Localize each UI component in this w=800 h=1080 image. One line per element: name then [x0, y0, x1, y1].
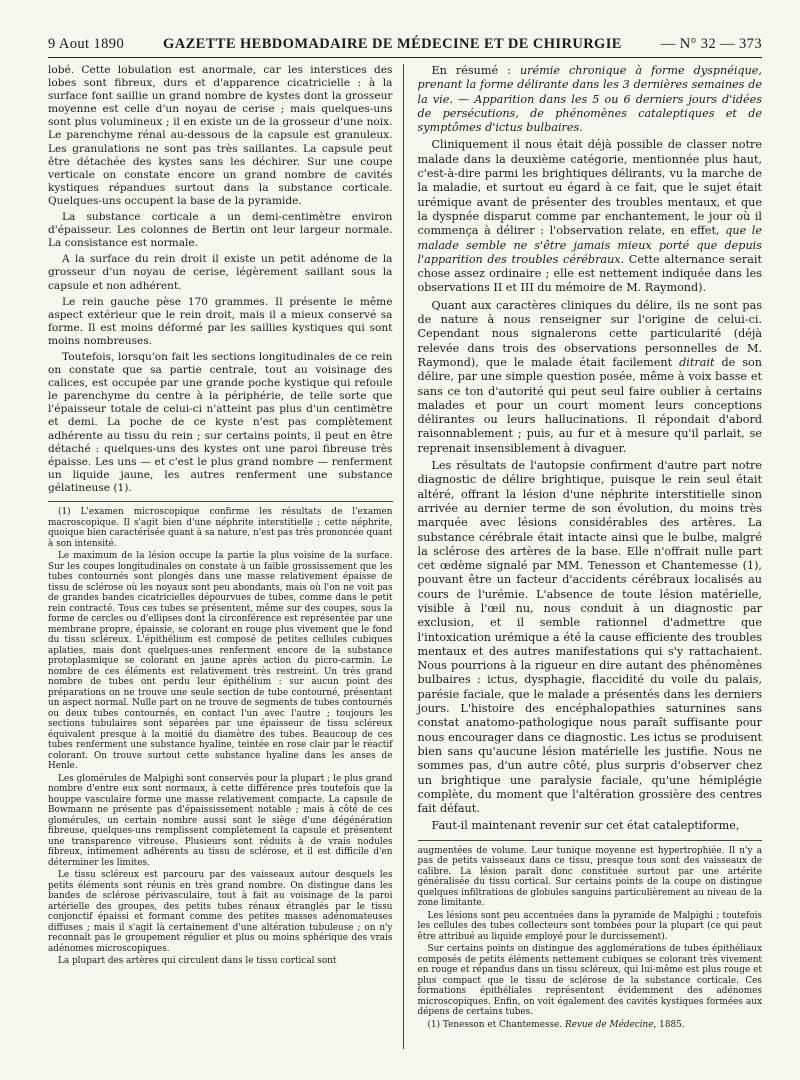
footnote: (1) L'examen microscopique confirme les résultats de l'examen macroscopique. Il s'agit bien d'une néphrite interstitielle ; cette néphrite, quoique bien caractérisée quant à sa nature, n'est pas très prononcée quant à son intensité. [48, 507, 393, 549]
paragraph [418, 138, 763, 295]
footnote: Le maximum de la lésion occupe la partie la plus voisine de la surface. Sur les coupes longitudinales on constate à un faible grossissement que les tubes contournés sont plongés dans une masse relativement épaisse de tissu de sclérose où les noyaux sont peu abondants, mais où l'on ne voit pas de grandes bandes cicatricielles dépourvues de tubes, comme dans le petit rein contracté. Tous ces tubes se présentent, même sur des coupes, sous la forme de cercles ou d'ellipses dont la circonférence est représentée par une membrane propre, épaissie, se colorant en rouge plus vivement que le fond du tissu scléreux. L'épithélium est composé de petites cellules cubiques aplaties, mais dont quelques-unes renferment encore de la substance protoplasmique se colorant en jaune après action du picro-carmin. Le nombre de ces éléments est relativement très restreint. Un très grand nombre de tubes ont perdu leur épithélium : sur aucun point des préparations on ne trouve une seule section de tube contourné, présentant un aspect normal. Nulle part on ne trouve de segments de tubes contournés ou deux tubes contournés, en contact l'un avec l'autre ; toujours les sections tubulaires sont séparées par une épaisseur de tissu scléreux équivalent presque à la moitié du diamètre des tubes. Beaucoup de ces tubes renferment une substance hyaline, teintée en rose clair par le réactif colorant. On trouve surtout cette substance hyaline dans les anses de Henle. [48, 551, 393, 771]
text-columns [48, 64, 762, 1049]
text-run: Quant aux caractères cliniques du délire, ils ne sont pas de nature à nous renseigner sur l'origine de celui-ci. Cependant nous signalerons cette particularité (déjà relevée dans trois des observations personnelles de M. Raymond), que le malade était facilement [417, 298, 762, 369]
right-column [416, 64, 763, 1049]
running-header [48, 36, 762, 58]
footnote: Les lésions sont peu accentuées dans la pyramide de Malpighi ; toutefois les cellules des tubes collecteurs sont tombées pour la plupart (ce qui peut être attribué au liquide employé pour le durcissement). [417, 910, 762, 942]
header-date: 9 Aout 1890 [48, 36, 125, 52]
paragraph: La substance corticale a un demi-centimètre environ d'épaisseur. Les colonnes de Bertin ont leur largeur normale. La consistance est normale. [48, 211, 393, 250]
footnote: La plupart des artères qui circulent dans le tissu cortical sont [58, 956, 337, 966]
footnote: Les glomérules de Malpighi sont conservés pour la plupart ; le plus grand nombre d'entre eux sont normaux, à cette différence près toutefois que la houppe vasculaire forme une masse relativement compacte. La capsule de Bowmann ne présente pas d'épaississement notable ; mais à côté de ces glomérules, un certain nombre aussi sont le siège d'une dégénération fibreuse, quelques-uns remplissent complètement la capsule et présentent une transparence vitreuse. Plusieurs sont réduits à de vrais nodules fibreux, intimement adhérents au tissu de sclérose, et il est difficile d'en déterminer les limites. [48, 773, 393, 868]
reference-footnote [418, 1020, 763, 1031]
summary-lead: En résumé : [431, 64, 520, 77]
paragraph: lobé. Cette lobulation est anormale, car les interstices des lobes sont fibreux, durs et d'apparence cicatricielle : à la surface font saillie un grand nombre de kystes dont la grosseur moyenne est celle d'un noyau de cerise ; mais quelques-uns sont plus volumineux ; il en existe un de la grosseur d'une noix. Le parenchyme rénal au-dessous de la capsule est granuleux. Les granulations ne sont pas très saillantes. La capsule peut être détachée des kystes sans les déchirer. Sur une coupe verticale on constate encore un grand nombre de cavités kystiques répandues surtout dans la substance corticale. Quelques-uns occupent la base de la pyramide. [48, 64, 393, 207]
italic-run: que le malade semble ne s'être jamais mieux porté que depuis l'apparition des troubles cérébraux. [417, 224, 762, 266]
footnote: augmentées de volume. Leur tunique moyenne est hypertrophiée. Il n'y a pas de petits vaisseaux dans ce tissu, presque tous sont des vaisseaux de calibre. La lésion paraît donc constituée surtout par une artérite généralisée du tissu cortical. Sur certains points de la coupe on distingue quelques infiltrations de globules sanguins particulièrement au niveau de la zone limitante. [417, 845, 762, 909]
header-title: GAZETTE HEBDOMADAIRE DE MÉDECINE ET DE CHIRURGIE [163, 36, 622, 52]
footnote-rule [48, 501, 393, 502]
paragraph: Toutefois, lorsqu'on fait les sections longitudinales de ce rein on constate que sa partie centrale, tout au voisinage des calices, est occupée par une grande poche kystique qui refoule le parenchyme du centre à la périphérie, de telle sorte que l'épaisseur totale de celui-ci n'atteint pas plus d'un centimètre et demi. La poche de ce kyste n'est pas complètement adhérente au tissu du rein ; sur certains points, il peut en être détaché : quelques-uns des kystes ont une paroi fibreuse très épaisse. Les uns — et c'est le plus grand nombre — renferment un liquide jaune, les autres renferment une substance gélatineuse (1). [48, 350, 393, 494]
reference-journal: Revue de Médecine [564, 1019, 654, 1030]
summary-italic: urémie chronique à forme dyspnéique, prenant la forme délirante dans les 3 dernières semaines de la vie. — Apparition dans les 5 ou 6 derniers jours d'idées de persécutions, de phénomènes cataleptiques et de symptômes d'ictus bulbaires. [417, 64, 762, 135]
paragraph: Faut-il maintenant revenir sur cet état cataleptiforme, [431, 819, 740, 833]
reference-year: , 1885. [653, 1019, 685, 1030]
paragraph: A la surface du rein droit il existe un petit adénome de la grosseur d'un noyau de cerise, légèrement saillant sous la capsule et non adhérent. [48, 253, 393, 292]
text-run: Cette alternance serait chose assez ordinaire ; elle est nettement indiquée dans les observations II et III du mémoire de M. Raymond). [417, 252, 762, 295]
footnote: Le tissu scléreux est parcouru par des vaisseaux autour desquels les petits éléments sont réunis en très grand nombre. On distingue dans les bandes de sclérose périvasculaire, tout à fait au voisinage de la paroi artérielle des groupes, des petits tubes rénaux étranglés par le tissu conjonctif épaissi et formant comme des petites masses adénomateuses diffuses ; mais il s'agit là certainement d'une altération tubuleuse ; on n'y reconnaît pas le groupement régulier et plus ou moins sphérique des vrais adénomes microscopiques. [48, 870, 393, 954]
paragraph [418, 299, 763, 456]
reference-authors: (1) Tenesson et Chantemesse. [427, 1019, 565, 1030]
left-column [48, 64, 404, 1049]
footnote-rule [418, 840, 763, 841]
summary-paragraph [418, 64, 763, 135]
paragraph: Le rein gauche pèse 170 grammes. Il présente le même aspect extérieur que le rein droit, mais il a mieux conservé sa forme. Il est moins déformé par les saillies kystiques qui sont moins nombreuses. [48, 295, 393, 347]
header-page-number: — N° 32 — 373 [660, 36, 762, 52]
text-run: Cliniquement il nous était déjà possible de classer notre malade dans la deuxième catégorie, mentionnée plus haut, c'est-à-dire parmi les brightiques délirants, vu la marche de la maladie, et surtout eu égard à ce fait, que le sujet était urémique avant de présenter des troubles mentaux, et que la dyspnée disparut comme par enchantement, le jour où il commença à délirer : l'observation relate, en effet, [417, 138, 762, 238]
italic-run: ditrait [679, 355, 715, 369]
footnote: Sur certains points on distingue des agglomérations de tubes épithéliaux composés de petits éléments nettement cubiques se colorant très vivement en rouge et répandus dans un tissu scléreux, qui lui-même est plus rouge et plus compact que le tissu de sclérose de la substance corticale. Ces formations épithéliales représentent évidemment des adénomes microscopiques. Enfin, on voit également des cavités kystiques formées aux dépens de certains tubes. [417, 944, 762, 1018]
text-run: de son délire, par une simple question posée, même à voix basse et sans ce ton d'autorité qui peut seul faire oublier à certains malades et pour un court moment leurs conceptions délirantes ou leurs hallucinations. Il répondait d'abord raisonnablement ; puis, au fur et à mesure qu'il parlait, se reprenait insensiblement à divaguer. [417, 355, 762, 455]
paragraph: Les résultats de l'autopsie confirment d'autre part notre diagnostic de délire brightique, puisque le rein seul était altéré, offrant la lésion d'une néphrite interstitielle sinon arrivée au dernier terme de son évolution, du moins très marquée avec lésions considérables des artères. La substance cérébrale était intacte ainsi que le bulbe, malgré la sclérose des artères de la base. Elle n'offrait nulle part cet œdème signalé par MM. Tenesson et Chantemesse (1), pouvant être un facteur d'accidents cérébraux localisés au cours de l'urémie. L'absence de toute lésion matérielle, visible à l'œil nu, nous conduit à un diagnostic par exclusion, et il semble rationnel d'admettre que l'intoxication urémique a été la cause efficiente des troubles mentaux et des autres manifestations qui s'y rattachaient. Nous pourrions à la rigueur en dire autant des phénomènes bulbaires : ictus, dysphagie, flaccidité du voile du palais, parésie faciale, que le malade a présentés dans les derniers jours. L'histoire des encéphalopathies saturnines sans constat anatomo-pathologique nous paraît suffisante pour nous encourager dans ce diagnostic. Les ictus se produisent bien sans qu'aucune lésion matérielle les justifie. Nous ne sommes pas, d'un autre côté, plus surpris d'observer chez un brightique une paralysie faciale, qu'une hémiplégie complète, du moment que l'altération grossière des centres fait défaut. [417, 459, 762, 816]
